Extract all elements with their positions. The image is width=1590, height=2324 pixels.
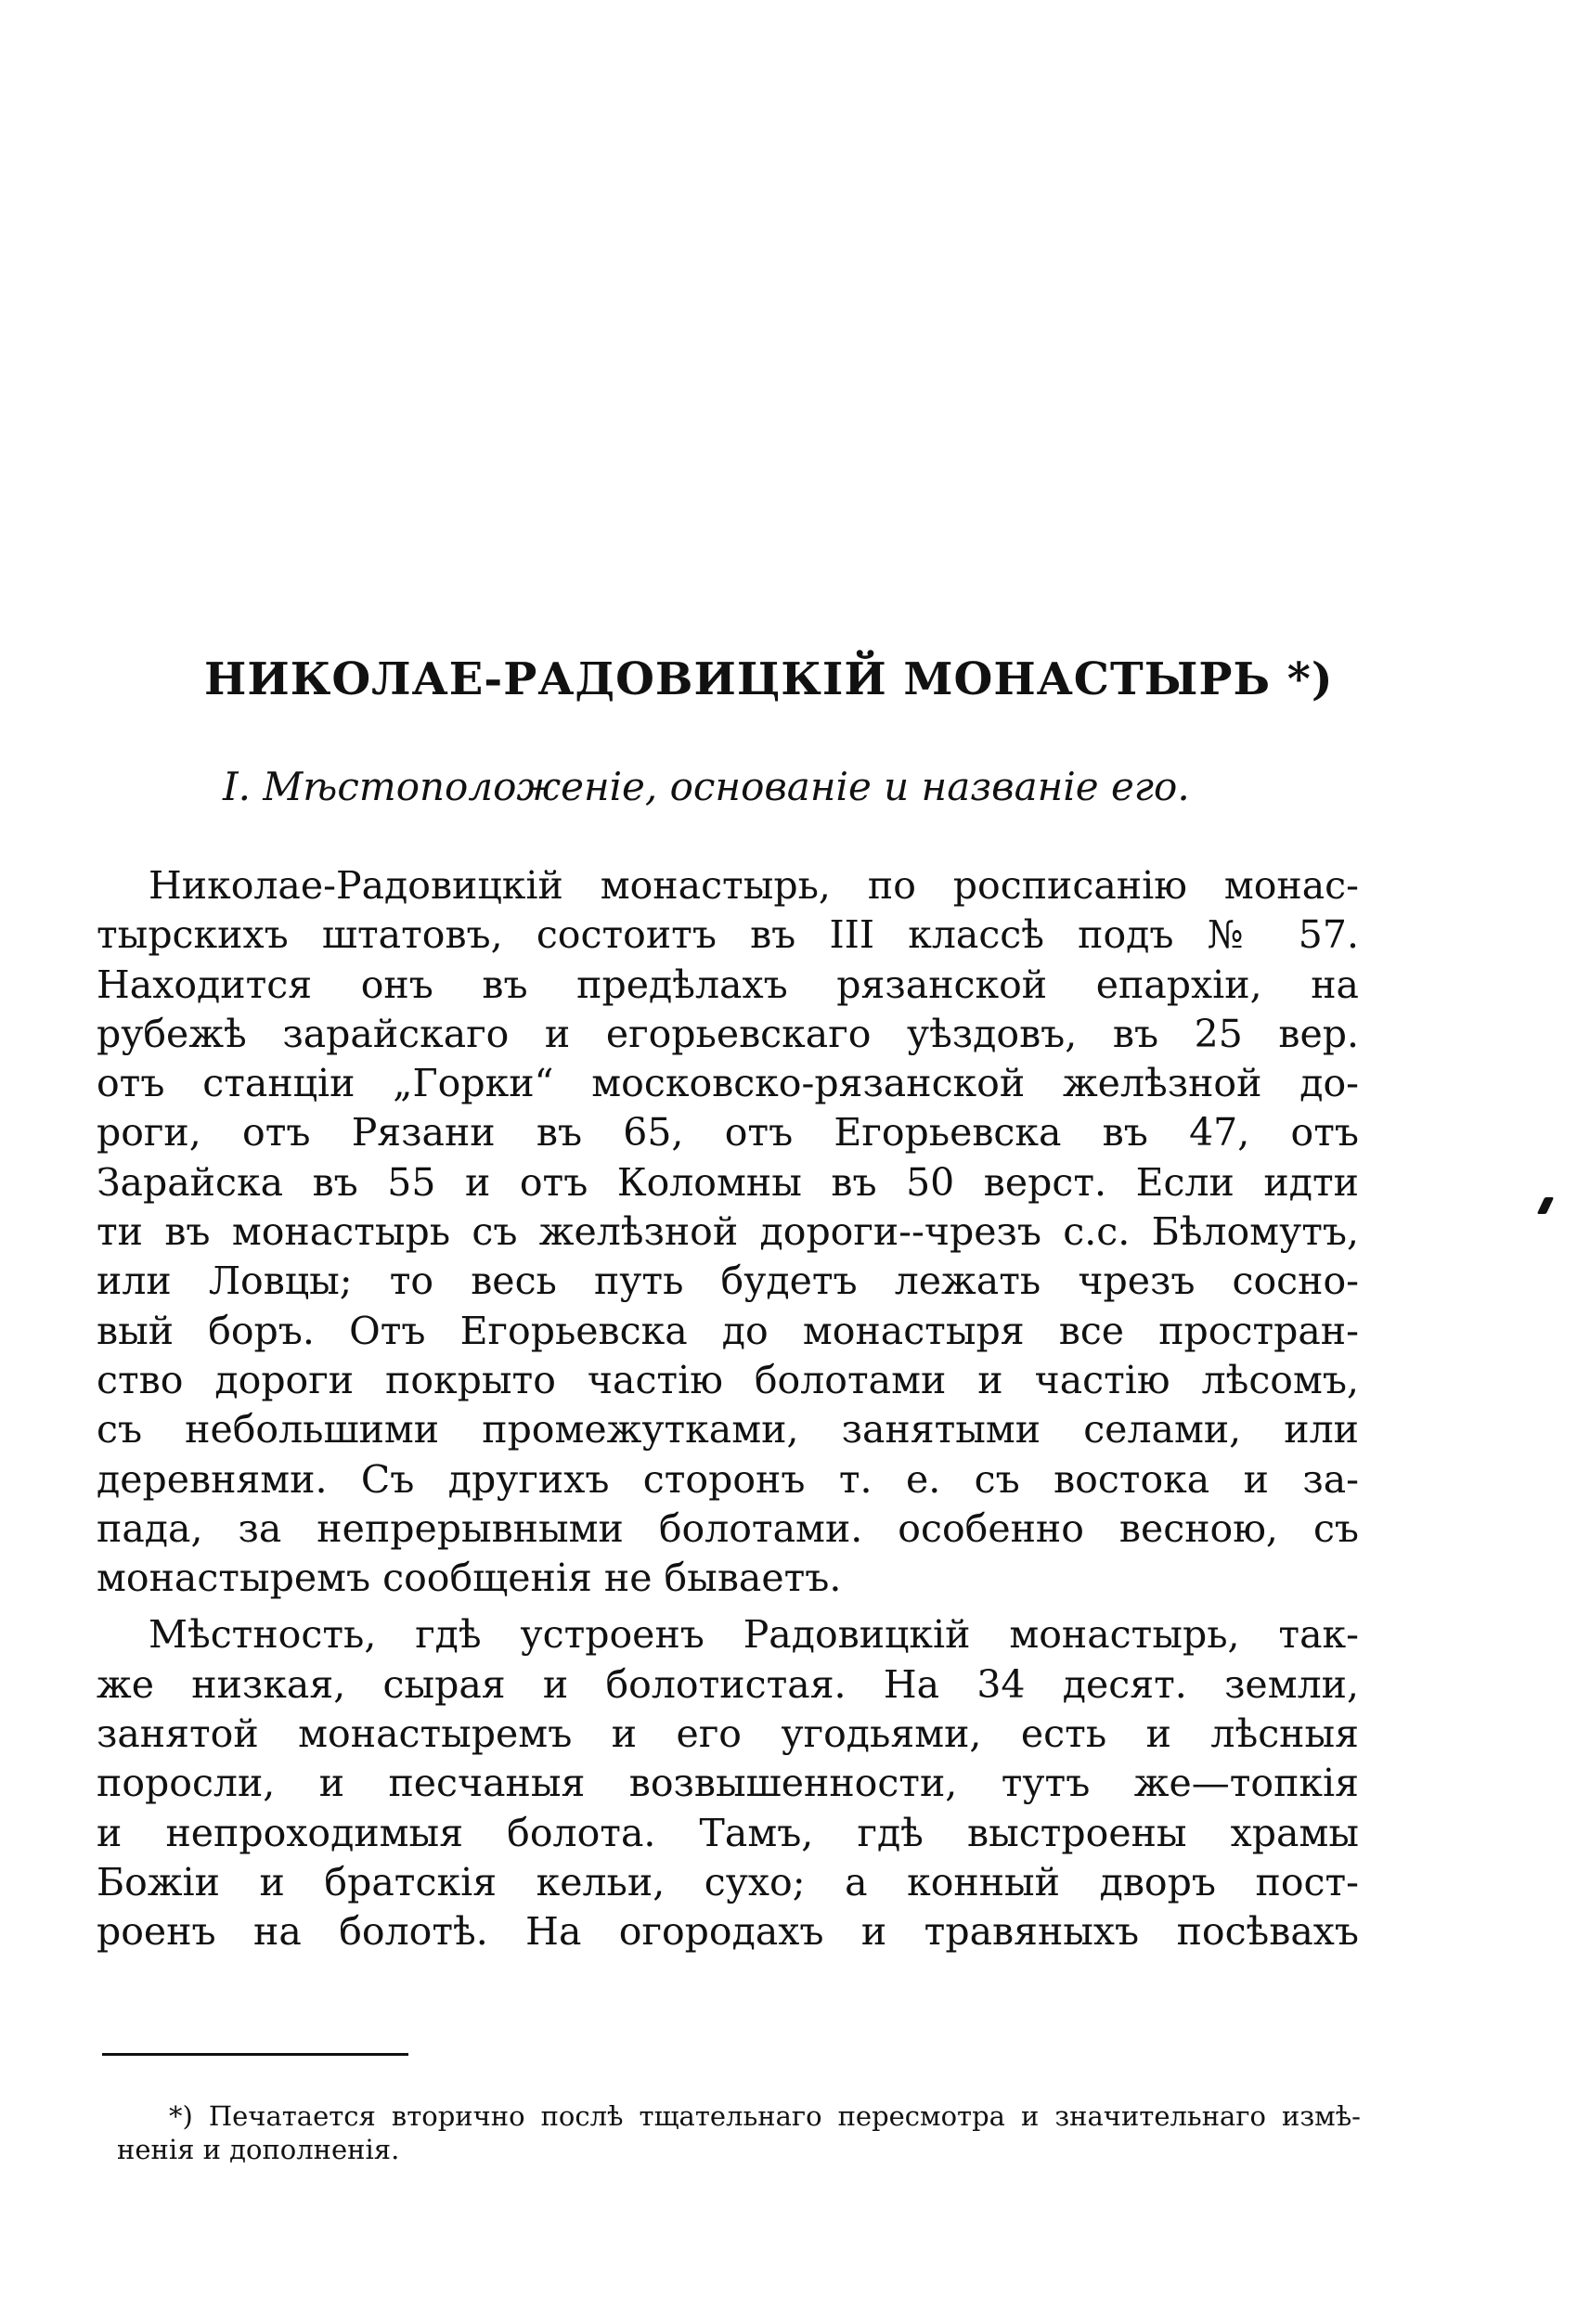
text-line: ти въ монастырь съ желѣзной дороги--чрезъ с.с. Бѣломутъ, <box>97 1209 1359 1255</box>
paragraph-gap <box>97 1603 1359 1610</box>
text-line: Николае-Радовицкій монастырь, по росписанію монас- <box>149 863 1359 908</box>
section-subtitle: I. Мѣстоположеніе, основаніе и названіе его. <box>223 764 1190 809</box>
text-line: Зарайска въ 55 и отъ Коломны въ 50 верст. Если идти <box>97 1159 1359 1205</box>
footnote-divider <box>102 2053 408 2056</box>
footnote <box>117 2099 1361 2166</box>
text-line: съ небольшими промежутками, занятыми селами, или <box>97 1407 1359 1452</box>
text-line: роги, отъ Рязани въ 65, отъ Егорьевска въ 47, отъ <box>97 1110 1359 1156</box>
text-line: ство дороги покрыто частію болотами и частію лѣсомъ, <box>97 1357 1359 1402</box>
paragraph <box>97 1610 1359 1956</box>
text-line: или Ловцы; то весь путь будетъ лежать чрезъ сосно- <box>97 1259 1359 1304</box>
margin-mark <box>1537 1197 1554 1214</box>
text-line: пада, за непрерывными болотами. особенно весною, съ <box>97 1505 1359 1551</box>
text-line: же низкая, сырая и болотистая. На 34 десят. земли, <box>97 1661 1359 1707</box>
text-line: и непроходимыя болота. Тамъ, гдѣ выстроены храмы <box>97 1810 1359 1855</box>
text-line: роенъ на болотѣ. На огородахъ и травяныхъ посѣвахъ <box>97 1909 1359 1955</box>
page-title: НИКОЛАЕ-РАДОВИЦКІЙ МОНАСТЫРЬ *) <box>204 653 1334 705</box>
body-text <box>97 861 1359 1957</box>
text-line: Находится онъ въ предѣлахъ рязанской епархіи, на <box>97 962 1359 1007</box>
text-line: деревнями. Съ другихъ сторонъ т. е. съ востока и за- <box>97 1456 1359 1502</box>
text-line: Мѣстность, гдѣ устроенъ Радовицкій монастырь, так- <box>149 1612 1359 1658</box>
text-line: занятой монастыремъ и его угодьями, есть и лѣсныя <box>97 1711 1359 1757</box>
text-line: поросли, и песчаныя возвышенности, тутъ же—топкія <box>97 1761 1359 1806</box>
text-line: рубежѣ зарайскаго и егорьевскаго уѣздовъ, въ 25 вер. <box>97 1011 1359 1056</box>
footnote-line: ненія и дополненія. <box>117 2134 400 2165</box>
text-line: вый боръ. Отъ Егорьевска до монастыря все простран- <box>97 1308 1359 1353</box>
text-line: монастыремъ сообщенія не бываетъ. <box>97 1556 842 1601</box>
paragraph <box>97 861 1359 1603</box>
footnote-line: *) Печатается вторично послѣ тщательнаго пересмотра и значительнаго измѣ- <box>169 2100 1361 2132</box>
text-line: Божіи и братскія кельи, сухо; а конный дворъ пост- <box>97 1859 1359 1904</box>
text-line: отъ станціи „Горки“ московско-рязанской желѣзной до- <box>97 1061 1359 1106</box>
text-line: тырскихъ штатовъ, состоитъ въ III классѣ подъ № 57. <box>97 912 1359 958</box>
